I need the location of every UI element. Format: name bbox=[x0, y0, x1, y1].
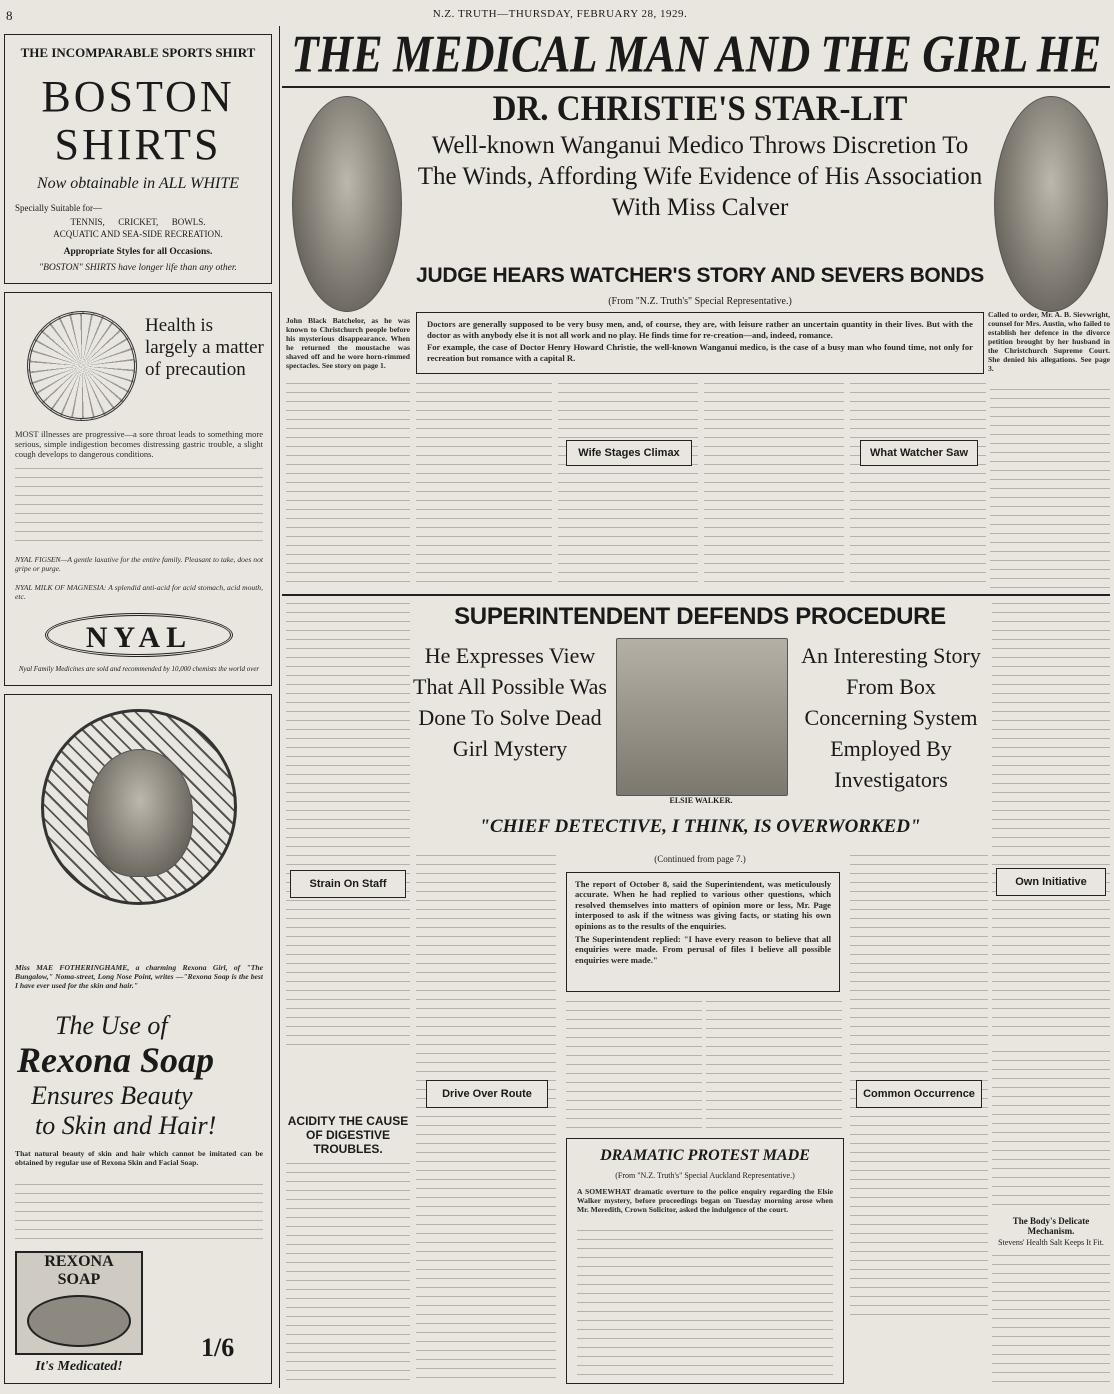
second-col-4 bbox=[706, 998, 842, 1128]
rexona-price: 1/6 bbox=[201, 1333, 235, 1362]
batchelor-photo bbox=[292, 96, 402, 312]
rexona-medicated: It's Medicated! bbox=[35, 1359, 123, 1374]
rexona-body: That natural beauty of skin and hair which cannot be imitated can be obtained by regular use of Rexona Skin and Facial Soap. bbox=[15, 1149, 263, 1167]
main-intro-box bbox=[416, 312, 984, 374]
subhead-wife-stages-climax: Wife Stages Climax bbox=[566, 440, 692, 466]
main-col-3 bbox=[558, 380, 698, 590]
paper-dateline: N.Z. TRUTH—THURSDAY, FEBRUARY 28, 1929. bbox=[432, 8, 688, 20]
protest-credit: (From "N.Z. Truth's" Special Auckland Representative.) bbox=[615, 1171, 795, 1180]
second-deck-left: He Expresses View That All Possible Was Done To Solve Dead Girl Mystery bbox=[413, 643, 607, 761]
rexona-title-3: Ensures Beauty bbox=[31, 1081, 193, 1110]
nyal-headline: Health is largely a matter of precaution bbox=[145, 315, 264, 380]
protest-text: A SOMEWHAT dramatic overture to the police enquiry regarding the Elsie Walker mystery, before proceedings began on Tuesday morning arose when Mr. Meredith, Crown Solicitor, asked the indulgence of the court. bbox=[577, 1187, 833, 1214]
stevens-headline: The Body's Delicate Mechanism. bbox=[1012, 1216, 1090, 1236]
elsie-walker-photo bbox=[616, 638, 788, 796]
main-subhead: JUDGE HEARS WATCHER'S STORY AND SEVERS BONDS bbox=[416, 264, 984, 287]
rexona-girl-photo bbox=[87, 749, 193, 877]
soap-bar-icon bbox=[27, 1295, 131, 1347]
batchelor-caption: John Black Batchelor, as he was known to Christchurch people before his mysterious disappearance. When he returned the moustache was shaved off and he wore horn-rimmed spectacles. See story on page 1. bbox=[286, 316, 410, 370]
ad-styles: Appropriate Styles for all Occasions. bbox=[63, 247, 213, 257]
subhead-what-watcher-saw: What Watcher Saw bbox=[860, 440, 978, 466]
nyal-body: MOST illnesses are progressive—a sore throat leads to something more serious, simple indigestion becomes distressing gastric trouble, a slight cough develops to dangerous conditions. bbox=[15, 429, 263, 459]
rexona-title-2: Rexona Soap bbox=[17, 1040, 215, 1080]
subhead-common-occurrence: Common Occurrence bbox=[856, 1080, 982, 1108]
second-deck-right: An Interesting Story From Box Concerning System Employed By Investigators bbox=[801, 643, 981, 792]
ad-suitable: Specially Suitable for— bbox=[15, 203, 102, 213]
main-col-6 bbox=[990, 386, 1110, 590]
nyal-figsen: NYAL FIGSEN—A gentle laxative for the entire family. Pleasant to take, does not gripe or purge. bbox=[15, 555, 263, 573]
ad-sports-1: TENNIS, CRICKET, BOWLS. bbox=[70, 217, 206, 227]
stevens-body bbox=[992, 1252, 1110, 1384]
nyal-ad bbox=[4, 292, 272, 686]
nyal-footer: Nyal Family Medicines are sold and recommended by 10,000 chemists the world over bbox=[18, 665, 260, 673]
main-col-4 bbox=[704, 380, 844, 590]
subhead-own-initiative: Own Initiative bbox=[996, 868, 1106, 896]
subhead-drive-over-route: Drive Over Route bbox=[426, 1080, 548, 1108]
acidity-headline: ACIDITY THE CAUSE OF DIGESTIVE TROUBLES. bbox=[287, 1114, 409, 1154]
divider-1 bbox=[282, 594, 1110, 596]
acidity-body bbox=[286, 1160, 410, 1384]
stevens-sub: Stevens' Health Salt Keeps It Fit. bbox=[998, 1238, 1104, 1247]
main-intro: Doctors are generally supposed to be very busy men, and, of course, they are, with leisure rather an uncertain quantity in their lives. But with the doctor as with anybody else it is not all work and no play. He finds time for re-creation—and, indeed, romance. bbox=[427, 319, 973, 340]
boston-shirts-ad bbox=[4, 34, 272, 284]
rexona-title-1: The Use of bbox=[55, 1011, 168, 1040]
second-col-1 bbox=[286, 600, 410, 1050]
second-intro: The report of October 8, said the Superintendent, was meticulously accurate. When he had replied to various other questions, which resolved themselves into matters of opinion more or less, Mr. Page interposed to ask if the witness was giving facts, or stating his own opinions as to the results of the enquiries. bbox=[575, 879, 831, 931]
second-headline: SUPERINTENDENT DEFENDS PROCEDURE bbox=[454, 603, 946, 630]
col-rule-left bbox=[279, 26, 280, 1388]
page-number: 8 bbox=[6, 8, 13, 23]
subhead-strain-on-staff: Strain On Staff bbox=[290, 870, 406, 898]
second-intro-box bbox=[566, 872, 840, 992]
protest-box bbox=[566, 1138, 844, 1384]
second-subhead: "CHIEF DETECTIVE, I THINK, IS OVERWORKED" bbox=[479, 816, 921, 837]
nyal-logo: NYAL bbox=[45, 613, 233, 657]
ad-tagline: Now obtainable in ALL WHITE bbox=[36, 175, 240, 192]
second-intro-2: The Superintendent replied: "I have every reason to believe that all enquiries were made. From perusal of files I believe all possible enquiries were made." bbox=[575, 934, 831, 965]
protest-headline: DRAMATIC PROTEST MADE bbox=[600, 1147, 810, 1164]
rexona-body-lines bbox=[15, 1181, 263, 1239]
main-col-5 bbox=[850, 380, 986, 590]
main-deck: Well-known Wanganui Medico Throws Discretion To The Winds, Affording Wife Evidence of His Association With Miss Calver bbox=[417, 132, 983, 221]
ornament-circle-icon bbox=[27, 311, 137, 421]
page-banner: THE MEDICAL MAN AND THE GIRL HE bbox=[291, 24, 1101, 84]
rexona-caption: Miss MAE FOTHERINGHAME, a charming Rexona Girl, of "The Bungalow," Noma-street, Long Nose Point, writes —"Rexona Soap is the best I have ever used for the skin and hair." bbox=[15, 963, 263, 990]
main-credit: (From "N.Z. Truth's" Special Representative.) bbox=[608, 296, 792, 307]
elsie-walker-caption: ELSIE WALKER. bbox=[669, 796, 733, 805]
nyal-body-lines bbox=[15, 465, 263, 545]
second-col-6 bbox=[992, 600, 1110, 1040]
ad-brand-boston: BOSTON bbox=[41, 72, 235, 121]
rexona-title-4: to Skin and Hair! bbox=[35, 1111, 217, 1140]
ad-top-line: THE INCOMPARABLE SPORTS SHIRT bbox=[20, 45, 256, 60]
second-continued: (Continued from page 7.) bbox=[654, 854, 746, 864]
main-headline: DR. CHRISTIE'S STAR-LIT bbox=[492, 89, 908, 129]
main-col-1 bbox=[286, 380, 410, 590]
ad-brand-shirts: SHIRTS bbox=[54, 120, 222, 169]
nyal-magnesia: NYAL MILK OF MAGNESIA: A splendid anti-acid for acid stomach, acid mouth, etc. bbox=[15, 583, 263, 601]
sievwright-caption: Called to order, Mr. A. B. Sievwright, counsel for Mrs. Austin, who failed to establish her defence in the divorce petition brought by her husband in the Christchurch Supreme Court. She denied his allegations. See page 3. bbox=[988, 310, 1110, 373]
ad-sports-2: ACQUATIC AND SEA-SIDE RECREATION. bbox=[53, 229, 223, 239]
rexona-soap-label-1: REXONA bbox=[44, 1253, 114, 1270]
main-col-2 bbox=[416, 380, 552, 590]
sievwright-photo bbox=[994, 96, 1108, 312]
rexona-ad bbox=[4, 694, 272, 1384]
main-intro-2: For example, the case of Doctor Henry Howard Christie, the well-known Wanganui medico, is the case of a busy man who found time, not only for recreation but romance with a capital R. bbox=[427, 342, 973, 363]
rexona-soap-label-2: SOAP bbox=[57, 1271, 101, 1288]
protest-body bbox=[577, 1227, 833, 1377]
misc-col bbox=[992, 1048, 1110, 1208]
ad-longer-life: "BOSTON" SHIRTS have longer life than any other. bbox=[39, 263, 237, 273]
second-col-3 bbox=[566, 998, 702, 1128]
second-col-2 bbox=[416, 852, 556, 1382]
